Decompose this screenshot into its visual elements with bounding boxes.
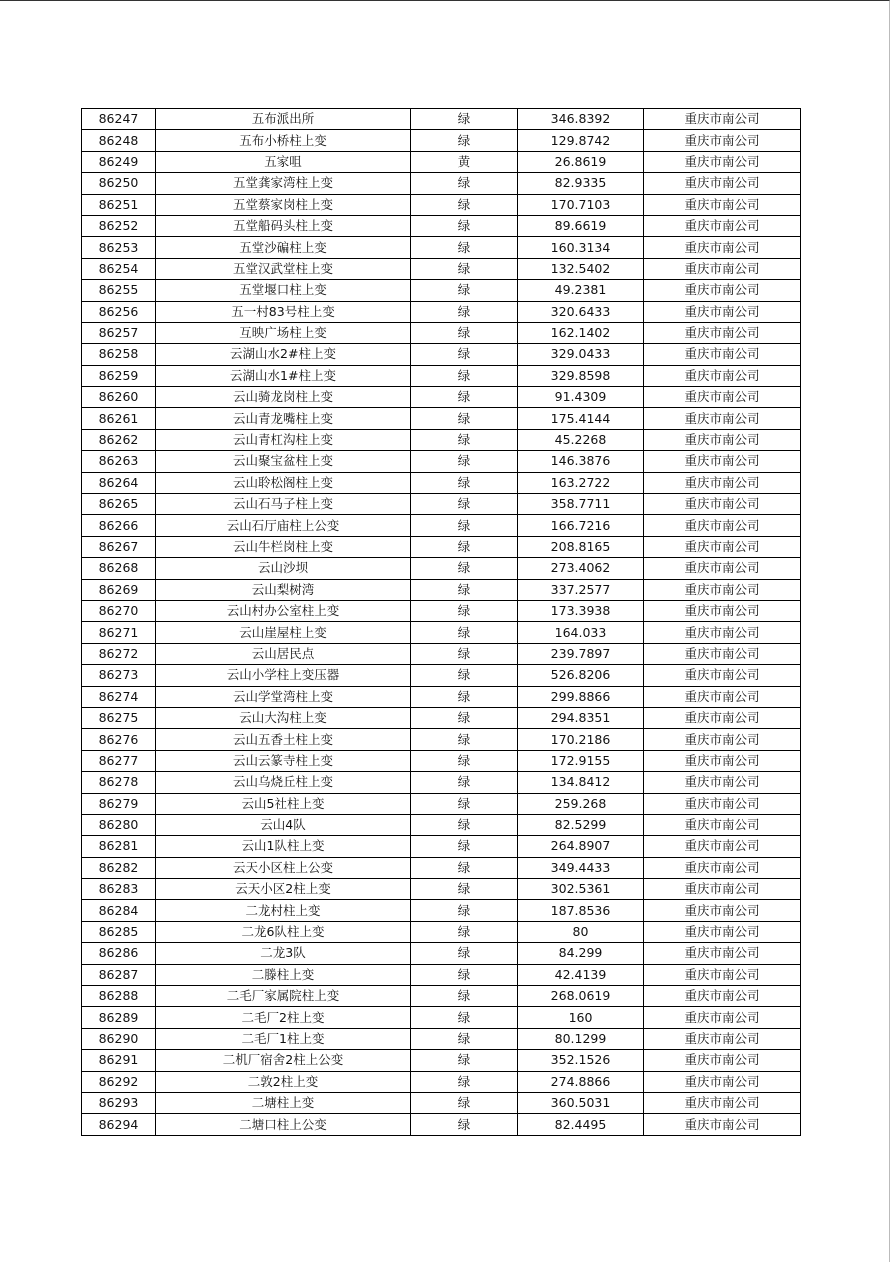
cell-status: 黄 [411, 151, 518, 172]
cell-company: 重庆市南公司 [644, 365, 801, 386]
table-row [82, 1114, 801, 1135]
cell-value: 268.0619 [518, 986, 644, 1007]
cell-status: 绿 [411, 879, 518, 900]
cell-status: 绿 [411, 558, 518, 579]
cell-status: 绿 [411, 322, 518, 343]
table-row [82, 857, 801, 878]
cell-company: 重庆市南公司 [644, 686, 801, 707]
cell-id: 86279 [82, 793, 156, 814]
table-row [82, 600, 801, 621]
cell-company: 重庆市南公司 [644, 1050, 801, 1071]
cell-company: 重庆市南公司 [644, 472, 801, 493]
cell-value: 42.4139 [518, 964, 644, 985]
cell-name: 云山五香土柱上变 [156, 729, 411, 750]
table-row [82, 429, 801, 450]
cell-status: 绿 [411, 1007, 518, 1028]
cell-company: 重庆市南公司 [644, 215, 801, 236]
cell-company: 重庆市南公司 [644, 301, 801, 322]
cell-status: 绿 [411, 451, 518, 472]
cell-company: 重庆市南公司 [644, 665, 801, 686]
table-row [82, 130, 801, 151]
cell-company: 重庆市南公司 [644, 643, 801, 664]
cell-company: 重庆市南公司 [644, 707, 801, 728]
cell-company: 重庆市南公司 [644, 258, 801, 279]
cell-status: 绿 [411, 173, 518, 194]
cell-status: 绿 [411, 344, 518, 365]
cell-value: 164.033 [518, 622, 644, 643]
cell-id: 86247 [82, 109, 156, 130]
cell-status: 绿 [411, 494, 518, 515]
cell-name: 云山骑龙岗柱上变 [156, 387, 411, 408]
table-row [82, 408, 801, 429]
table-body [82, 109, 801, 1136]
table-row [82, 579, 801, 600]
cell-value: 187.8536 [518, 900, 644, 921]
cell-value: 358.7711 [518, 494, 644, 515]
cell-id: 86278 [82, 772, 156, 793]
cell-value: 329.0433 [518, 344, 644, 365]
cell-value: 352.1526 [518, 1050, 644, 1071]
cell-company: 重庆市南公司 [644, 387, 801, 408]
cell-id: 86269 [82, 579, 156, 600]
cell-value: 84.299 [518, 943, 644, 964]
cell-company: 重庆市南公司 [644, 151, 801, 172]
cell-status: 绿 [411, 301, 518, 322]
table-row [82, 665, 801, 686]
table-row [82, 643, 801, 664]
cell-company: 重庆市南公司 [644, 130, 801, 151]
cell-id: 86251 [82, 194, 156, 215]
table-row [82, 1050, 801, 1071]
cell-value: 89.6619 [518, 215, 644, 236]
cell-name: 五一村83号柱上变 [156, 301, 411, 322]
cell-id: 86277 [82, 750, 156, 771]
cell-name: 云山聚宝盆柱上变 [156, 451, 411, 472]
cell-value: 160.3134 [518, 237, 644, 258]
cell-id: 86281 [82, 836, 156, 857]
cell-company: 重庆市南公司 [644, 622, 801, 643]
cell-status: 绿 [411, 836, 518, 857]
cell-name: 五堂沙碥柱上变 [156, 237, 411, 258]
cell-name: 云天小区2柱上变 [156, 879, 411, 900]
table-row [82, 280, 801, 301]
cell-name: 云山大沟柱上变 [156, 707, 411, 728]
cell-id: 86253 [82, 237, 156, 258]
cell-status: 绿 [411, 408, 518, 429]
cell-company: 重庆市南公司 [644, 515, 801, 536]
cell-status: 绿 [411, 793, 518, 814]
cell-id: 86292 [82, 1071, 156, 1092]
cell-name: 二机厂宿舍2柱上公变 [156, 1050, 411, 1071]
cell-id: 86249 [82, 151, 156, 172]
cell-status: 绿 [411, 686, 518, 707]
cell-company: 重庆市南公司 [644, 986, 801, 1007]
cell-company: 重庆市南公司 [644, 429, 801, 450]
cell-id: 86252 [82, 215, 156, 236]
table-row [82, 494, 801, 515]
cell-value: 172.9155 [518, 750, 644, 771]
cell-company: 重庆市南公司 [644, 964, 801, 985]
cell-name: 二塘柱上变 [156, 1092, 411, 1113]
cell-company: 重庆市南公司 [644, 237, 801, 258]
cell-name: 二敦2柱上变 [156, 1071, 411, 1092]
cell-id: 86294 [82, 1114, 156, 1135]
cell-status: 绿 [411, 1092, 518, 1113]
cell-company: 重庆市南公司 [644, 772, 801, 793]
cell-status: 绿 [411, 1050, 518, 1071]
cell-id: 86283 [82, 879, 156, 900]
data-table [81, 108, 801, 1136]
cell-name: 云山崖屋柱上变 [156, 622, 411, 643]
table-row [82, 194, 801, 215]
cell-company: 重庆市南公司 [644, 579, 801, 600]
cell-id: 86266 [82, 515, 156, 536]
cell-company: 重庆市南公司 [644, 322, 801, 343]
cell-name: 五堂龚家湾柱上变 [156, 173, 411, 194]
cell-name: 互映广场柱上变 [156, 322, 411, 343]
table-row [82, 900, 801, 921]
cell-id: 86272 [82, 643, 156, 664]
table-row [82, 879, 801, 900]
cell-status: 绿 [411, 943, 518, 964]
cell-name: 二龙村柱上变 [156, 900, 411, 921]
cell-name: 五布派出所 [156, 109, 411, 130]
cell-value: 173.3938 [518, 600, 644, 621]
cell-company: 重庆市南公司 [644, 879, 801, 900]
cell-company: 重庆市南公司 [644, 173, 801, 194]
cell-name: 云山沙坝 [156, 558, 411, 579]
cell-company: 重庆市南公司 [644, 900, 801, 921]
cell-value: 80.1299 [518, 1028, 644, 1049]
cell-id: 86282 [82, 857, 156, 878]
cell-id: 86250 [82, 173, 156, 194]
cell-name: 二毛厂家属院柱上变 [156, 986, 411, 1007]
cell-status: 绿 [411, 1028, 518, 1049]
cell-company: 重庆市南公司 [644, 536, 801, 557]
cell-company: 重庆市南公司 [644, 408, 801, 429]
cell-id: 86265 [82, 494, 156, 515]
cell-status: 绿 [411, 215, 518, 236]
cell-company: 重庆市南公司 [644, 194, 801, 215]
cell-id: 86286 [82, 943, 156, 964]
table-row [82, 536, 801, 557]
cell-status: 绿 [411, 258, 518, 279]
cell-company: 重庆市南公司 [644, 451, 801, 472]
cell-value: 146.3876 [518, 451, 644, 472]
cell-status: 绿 [411, 986, 518, 1007]
cell-value: 360.5031 [518, 1092, 644, 1113]
cell-id: 86264 [82, 472, 156, 493]
cell-name: 云山1队柱上变 [156, 836, 411, 857]
cell-name: 二塘口柱上公变 [156, 1114, 411, 1135]
cell-status: 绿 [411, 515, 518, 536]
cell-name: 云山石厅庙柱上公变 [156, 515, 411, 536]
cell-value: 82.4495 [518, 1114, 644, 1135]
cell-id: 86280 [82, 814, 156, 835]
cell-value: 129.8742 [518, 130, 644, 151]
cell-id: 86275 [82, 707, 156, 728]
cell-value: 337.2577 [518, 579, 644, 600]
cell-name: 云山青杠沟柱上变 [156, 429, 411, 450]
cell-id: 86268 [82, 558, 156, 579]
cell-status: 绿 [411, 729, 518, 750]
cell-company: 重庆市南公司 [644, 280, 801, 301]
cell-name: 云山小学柱上变压器 [156, 665, 411, 686]
cell-id: 86276 [82, 729, 156, 750]
cell-name: 云山乌烧丘柱上变 [156, 772, 411, 793]
table-row [82, 964, 801, 985]
cell-value: 49.2381 [518, 280, 644, 301]
cell-value: 526.8206 [518, 665, 644, 686]
cell-value: 175.4144 [518, 408, 644, 429]
cell-value: 170.7103 [518, 194, 644, 215]
cell-company: 重庆市南公司 [644, 921, 801, 942]
cell-name: 二滕柱上变 [156, 964, 411, 985]
cell-company: 重庆市南公司 [644, 943, 801, 964]
cell-status: 绿 [411, 643, 518, 664]
cell-id: 86271 [82, 622, 156, 643]
cell-status: 绿 [411, 280, 518, 301]
cell-name: 云湖山水1#柱上变 [156, 365, 411, 386]
cell-value: 162.1402 [518, 322, 644, 343]
cell-name: 云天小区柱上公变 [156, 857, 411, 878]
cell-id: 86267 [82, 536, 156, 557]
cell-value: 320.6433 [518, 301, 644, 322]
cell-name: 二毛厂1柱上变 [156, 1028, 411, 1049]
cell-name: 云湖山水2#柱上变 [156, 344, 411, 365]
table-row [82, 173, 801, 194]
cell-status: 绿 [411, 900, 518, 921]
cell-value: 166.7216 [518, 515, 644, 536]
table-row [82, 365, 801, 386]
cell-company: 重庆市南公司 [644, 729, 801, 750]
cell-status: 绿 [411, 1071, 518, 1092]
cell-status: 绿 [411, 772, 518, 793]
table-row [82, 344, 801, 365]
cell-status: 绿 [411, 857, 518, 878]
cell-value: 45.2268 [518, 429, 644, 450]
cell-id: 86256 [82, 301, 156, 322]
cell-id: 86261 [82, 408, 156, 429]
cell-company: 重庆市南公司 [644, 109, 801, 130]
cell-status: 绿 [411, 109, 518, 130]
cell-status: 绿 [411, 579, 518, 600]
table-row [82, 558, 801, 579]
table-row [82, 1071, 801, 1092]
cell-value: 294.8351 [518, 707, 644, 728]
table-row [82, 836, 801, 857]
cell-status: 绿 [411, 194, 518, 215]
cell-name: 二龙6队柱上变 [156, 921, 411, 942]
cell-id: 86263 [82, 451, 156, 472]
cell-company: 重庆市南公司 [644, 1071, 801, 1092]
cell-value: 299.8866 [518, 686, 644, 707]
cell-name: 五堂堰口柱上变 [156, 280, 411, 301]
cell-value: 239.7897 [518, 643, 644, 664]
cell-id: 86258 [82, 344, 156, 365]
cell-value: 170.2186 [518, 729, 644, 750]
table-row [82, 729, 801, 750]
cell-name: 云山学堂湾柱上变 [156, 686, 411, 707]
table-row [82, 451, 801, 472]
cell-name: 云山牛栏岗柱上变 [156, 536, 411, 557]
cell-name: 云山4队 [156, 814, 411, 835]
cell-id: 86289 [82, 1007, 156, 1028]
table-row [82, 686, 801, 707]
table-row [82, 322, 801, 343]
cell-company: 重庆市南公司 [644, 1007, 801, 1028]
cell-status: 绿 [411, 1114, 518, 1135]
cell-company: 重庆市南公司 [644, 1114, 801, 1135]
cell-name: 云山村办公室柱上变 [156, 600, 411, 621]
cell-status: 绿 [411, 665, 518, 686]
cell-value: 208.8165 [518, 536, 644, 557]
table-row [82, 515, 801, 536]
cell-status: 绿 [411, 814, 518, 835]
cell-value: 329.8598 [518, 365, 644, 386]
cell-id: 86288 [82, 986, 156, 1007]
cell-status: 绿 [411, 130, 518, 151]
cell-id: 86293 [82, 1092, 156, 1113]
cell-id: 86270 [82, 600, 156, 621]
cell-status: 绿 [411, 622, 518, 643]
cell-value: 274.8866 [518, 1071, 644, 1092]
table-row [82, 258, 801, 279]
table-row [82, 1028, 801, 1049]
cell-status: 绿 [411, 536, 518, 557]
table-row [82, 215, 801, 236]
cell-name: 云山居民点 [156, 643, 411, 664]
table-row [82, 921, 801, 942]
table-row [82, 109, 801, 130]
cell-id: 86290 [82, 1028, 156, 1049]
cell-id: 86262 [82, 429, 156, 450]
cell-status: 绿 [411, 921, 518, 942]
cell-name: 五堂船码头柱上变 [156, 215, 411, 236]
cell-name: 五堂蔡家岗柱上变 [156, 194, 411, 215]
cell-value: 134.8412 [518, 772, 644, 793]
cell-status: 绿 [411, 237, 518, 258]
cell-status: 绿 [411, 472, 518, 493]
cell-id: 86284 [82, 900, 156, 921]
table-row [82, 387, 801, 408]
cell-company: 重庆市南公司 [644, 558, 801, 579]
cell-name: 云山5社柱上变 [156, 793, 411, 814]
cell-company: 重庆市南公司 [644, 494, 801, 515]
cell-value: 273.4062 [518, 558, 644, 579]
cell-value: 346.8392 [518, 109, 644, 130]
cell-value: 82.5299 [518, 814, 644, 835]
cell-company: 重庆市南公司 [644, 857, 801, 878]
cell-value: 160 [518, 1007, 644, 1028]
cell-value: 132.5402 [518, 258, 644, 279]
cell-id: 86285 [82, 921, 156, 942]
cell-company: 重庆市南公司 [644, 814, 801, 835]
cell-company: 重庆市南公司 [644, 1028, 801, 1049]
table-row [82, 793, 801, 814]
cell-name: 二毛厂2柱上变 [156, 1007, 411, 1028]
cell-company: 重庆市南公司 [644, 836, 801, 857]
cell-value: 349.4433 [518, 857, 644, 878]
table-row [82, 151, 801, 172]
table-row [82, 237, 801, 258]
cell-id: 86259 [82, 365, 156, 386]
cell-status: 绿 [411, 964, 518, 985]
cell-id: 86273 [82, 665, 156, 686]
table-row [82, 301, 801, 322]
cell-id: 86287 [82, 964, 156, 985]
cell-id: 86248 [82, 130, 156, 151]
cell-name: 五堂汉武堂柱上变 [156, 258, 411, 279]
cell-company: 重庆市南公司 [644, 600, 801, 621]
cell-value: 163.2722 [518, 472, 644, 493]
cell-name: 云山石马子柱上变 [156, 494, 411, 515]
cell-value: 264.8907 [518, 836, 644, 857]
table-row [82, 1092, 801, 1113]
cell-company: 重庆市南公司 [644, 344, 801, 365]
cell-id: 86274 [82, 686, 156, 707]
cell-status: 绿 [411, 600, 518, 621]
table-row [82, 707, 801, 728]
cell-id: 86260 [82, 387, 156, 408]
table-row [82, 750, 801, 771]
cell-company: 重庆市南公司 [644, 1092, 801, 1113]
cell-status: 绿 [411, 707, 518, 728]
cell-name: 云山青龙嘴柱上变 [156, 408, 411, 429]
cell-name: 云山梨树湾 [156, 579, 411, 600]
table-row [82, 1007, 801, 1028]
cell-value: 80 [518, 921, 644, 942]
cell-name: 五家咀 [156, 151, 411, 172]
cell-status: 绿 [411, 365, 518, 386]
cell-name: 二龙3队 [156, 943, 411, 964]
table-row [82, 472, 801, 493]
cell-status: 绿 [411, 387, 518, 408]
table-row [82, 943, 801, 964]
cell-name: 云山云篆寺柱上变 [156, 750, 411, 771]
cell-name: 五布小桥柱上变 [156, 130, 411, 151]
cell-status: 绿 [411, 750, 518, 771]
cell-company: 重庆市南公司 [644, 793, 801, 814]
table-row [82, 772, 801, 793]
cell-id: 86257 [82, 322, 156, 343]
table-row [82, 622, 801, 643]
cell-value: 302.5361 [518, 879, 644, 900]
table-row [82, 986, 801, 1007]
cell-id: 86255 [82, 280, 156, 301]
cell-company: 重庆市南公司 [644, 750, 801, 771]
cell-value: 26.8619 [518, 151, 644, 172]
cell-status: 绿 [411, 429, 518, 450]
cell-name: 云山聆松阁柱上变 [156, 472, 411, 493]
cell-value: 259.268 [518, 793, 644, 814]
cell-id: 86254 [82, 258, 156, 279]
cell-id: 86291 [82, 1050, 156, 1071]
cell-value: 82.9335 [518, 173, 644, 194]
cell-value: 91.4309 [518, 387, 644, 408]
table-row [82, 814, 801, 835]
